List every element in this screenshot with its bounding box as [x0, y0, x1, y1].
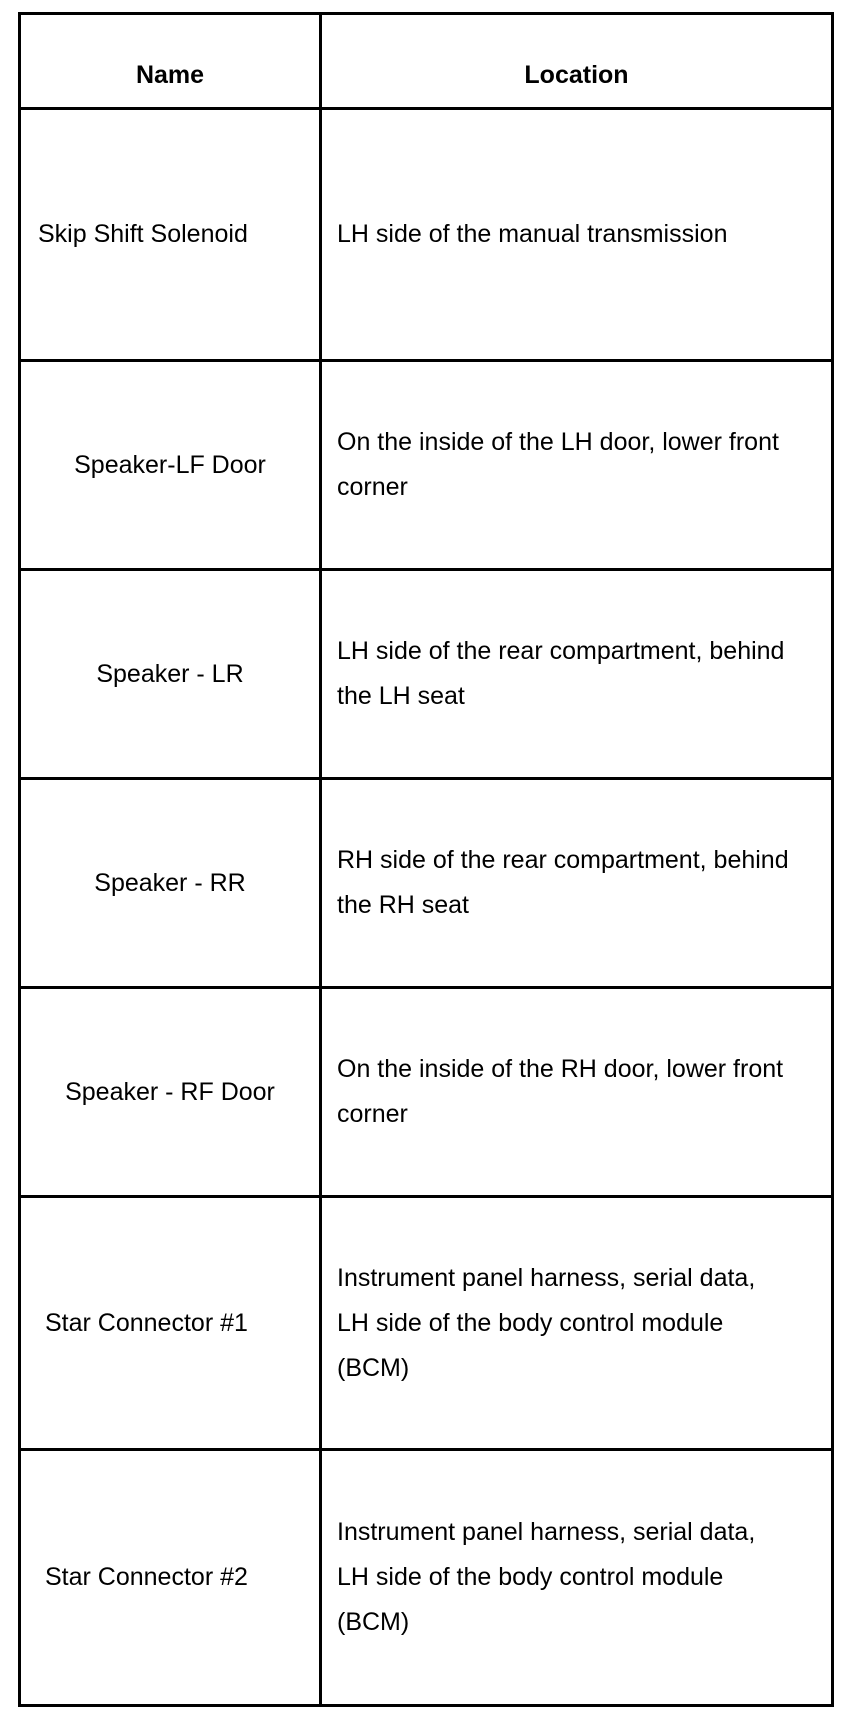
row-name: Skip Shift Solenoid [21, 110, 322, 359]
row-name: Speaker - RR [21, 780, 322, 986]
row-location: LH side of the rear compartment, behind the LH seat [337, 637, 785, 710]
row-location: LH side of the manual transmission [337, 220, 728, 248]
row-name: Star Connector #2 [21, 1451, 322, 1704]
table-row [21, 780, 831, 989]
row-name: Speaker - RF Door [21, 989, 322, 1195]
row-name: Speaker - LR [21, 571, 322, 777]
row-name: Speaker-LF Door [21, 362, 322, 568]
table-row [21, 110, 831, 362]
header-location: Location [524, 60, 629, 89]
table-row [21, 1198, 831, 1451]
connector-location-table [18, 12, 834, 1707]
table-row [21, 362, 831, 571]
header-name: Name [21, 15, 322, 107]
table-row [21, 1451, 831, 1704]
row-location: Instrument panel harness, serial data, LH side of the body control module (BCM) [337, 1263, 756, 1382]
table-row [21, 989, 831, 1198]
row-name: Star Connector #1 [21, 1198, 322, 1448]
table-header-row [21, 15, 831, 110]
row-location: On the inside of the LH door, lower front corner [337, 428, 779, 501]
row-location: On the inside of the RH door, lower front corner [337, 1055, 784, 1128]
row-location: Instrument panel harness, serial data, LH side of the body control module (BCM) [337, 1518, 756, 1636]
table-row [21, 571, 831, 780]
row-location: RH side of the rear compartment, behind the RH seat [337, 846, 789, 919]
